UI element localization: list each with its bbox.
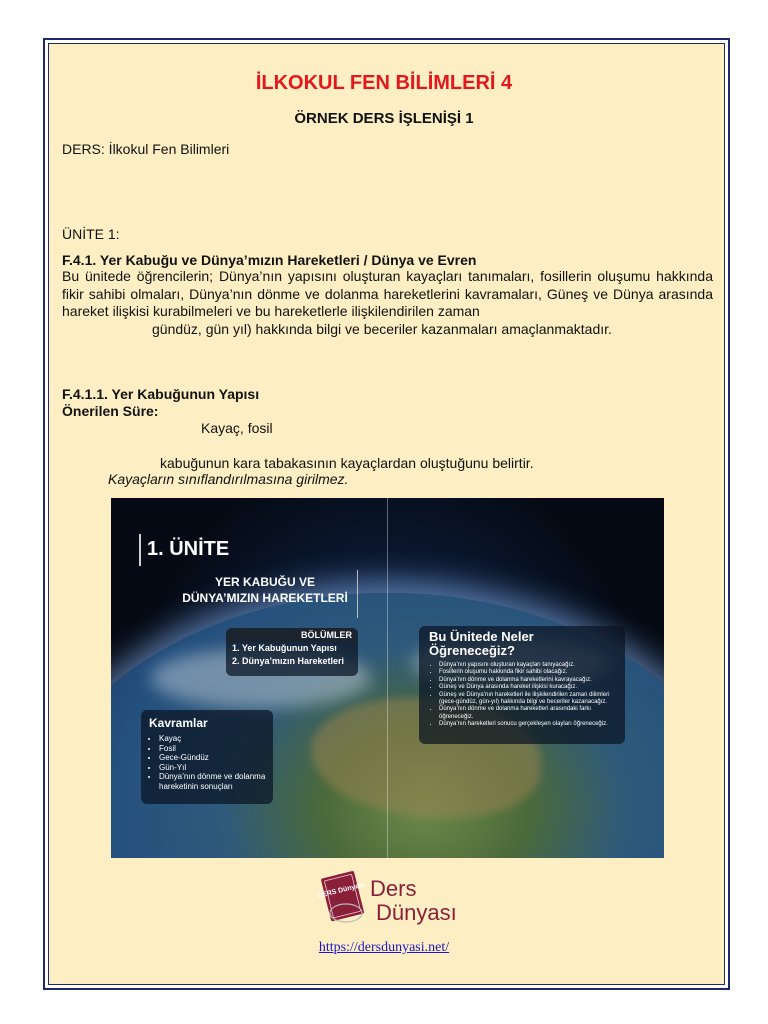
sections-header: BÖLÜMLER [226, 628, 358, 642]
sub-heading: F.4.1.1. Yer Kabuğunun Yapısı [62, 386, 260, 402]
ders-dunyasi-logo [318, 868, 463, 928]
learning-goal-item: • Dünya’nın yapısını oluşturan kayaçları tanıyacağız. [439, 662, 617, 669]
cover-unit-label: 1. ÜNİTE [147, 538, 230, 560]
concept-item: • Gece-Gündüz [159, 753, 273, 763]
logo-book-text: DERS Dünyası [318, 881, 366, 901]
concept-item: • Kayaç [159, 734, 273, 744]
unit-description-last-line: gündüz, gün yıl) hakkında bilgi ve beceriler kazanmaları amaçlanmaktadır. [152, 320, 612, 337]
cover-unit-title-line-2: DÜNYA’MIZIN HAREKETLERİ [182, 591, 348, 605]
concepts-list [141, 734, 273, 791]
section-heading: F.4.1. Yer Kabuğu ve Dünya’mızın Hareketleri / Dünya ve Evren [62, 252, 477, 268]
concepts-line: Kayaç, fosil [201, 420, 273, 436]
concept-item: • Fosil [159, 744, 273, 754]
learning-goal-item: • Dünya’nın dönme ve dolanma hareketleri arasındaki farkı öğreneceğiz. [439, 706, 617, 721]
section-item: 1. Yer Kabuğunun Yapısı [232, 643, 337, 653]
learning-goals-header-line-2: Öğreneceğiz? [429, 643, 515, 658]
sections-box [226, 628, 358, 676]
unit-accent-line [139, 534, 141, 566]
page-title: İLKOKUL FEN BİLİMLERİ 4 [255, 72, 513, 94]
learning-goals-header [419, 626, 625, 662]
concepts-header: Kavramlar [149, 716, 208, 730]
book-cover-image [111, 498, 664, 858]
learning-goal-item: • Güneş ve Dünya’nın hareketleri ile ilişkilendirilen zaman dilimleri (gece-gündüz, gün-yıl) hakkında bilgi ve beceriler kazanacağız. [439, 692, 617, 707]
learning-goals-list [419, 662, 625, 729]
page-subtitle: ÖRNEK DERS İŞLENİŞİ 1 [294, 110, 474, 127]
logo-word-ders: Ders [370, 876, 417, 901]
note-line: Kayaçların sınıflandırılmasına girilmez. [108, 471, 349, 487]
concept-item: • Gün-Yıl [159, 763, 273, 773]
learning-goal-item: • Dünya’nın dönme ve dolanma hareketlerini kavrayacağız. [439, 677, 617, 684]
unit-line: ÜNİTE 1: [62, 226, 120, 242]
learning-goals-box [419, 626, 625, 744]
section-item: 2. Dünya’mızın Hareketleri [232, 656, 345, 666]
learning-goals-header-line-1: Bu Ünitede Neler [429, 629, 534, 644]
learning-goal-item: • Fosillerin oluşumu hakkında fikir sahibi olacağız. [439, 669, 617, 676]
learning-goal-item: • Güneş ve Dünya arasında hareket ilişkisi kuracağız. [439, 684, 617, 691]
suggested-time: Önerilen Süre: [62, 403, 159, 419]
website-link[interactable]: https://dersdunyasi.net/ [318, 940, 450, 955]
outcome-line: kabuğunun kara tabakasının kayaçlardan oluştuğunu belirtir. [160, 455, 534, 471]
book-globe-icon [318, 868, 463, 928]
concepts-box [141, 710, 273, 804]
course-line: DERS: İlkokul Fen Bilimleri [62, 141, 230, 157]
cover-unit-title [173, 570, 358, 618]
concept-item: • Dünya’nın dönme ve dolanma hareketinin sonuçları [159, 772, 273, 791]
logo-word-dunyasi: Dünyası [376, 900, 457, 925]
unit-description [62, 268, 713, 338]
learning-goal-item: • Dünya’nın hareketleri sonucu gerçekleşen olayları öğreneceğiz. [439, 721, 617, 728]
book-fold-line [387, 498, 388, 858]
unit-description-text: Bu ünitede öğrencilerin; Dünya’nın yapısını oluşturan kayaçları tanımaları, fosillerin oluşumu hakkında fikir sahibi olmaları, Dünya’nın dönme ve dolanma hareketlerini kavramaları, Güneş ve Dünya arasında hareket ilişkisi kurabilmeleri ve bu hareketlerle ilişkilendirilen zaman [62, 268, 713, 319]
cover-unit-title-line-1: YER KABUĞU VE [214, 575, 315, 589]
